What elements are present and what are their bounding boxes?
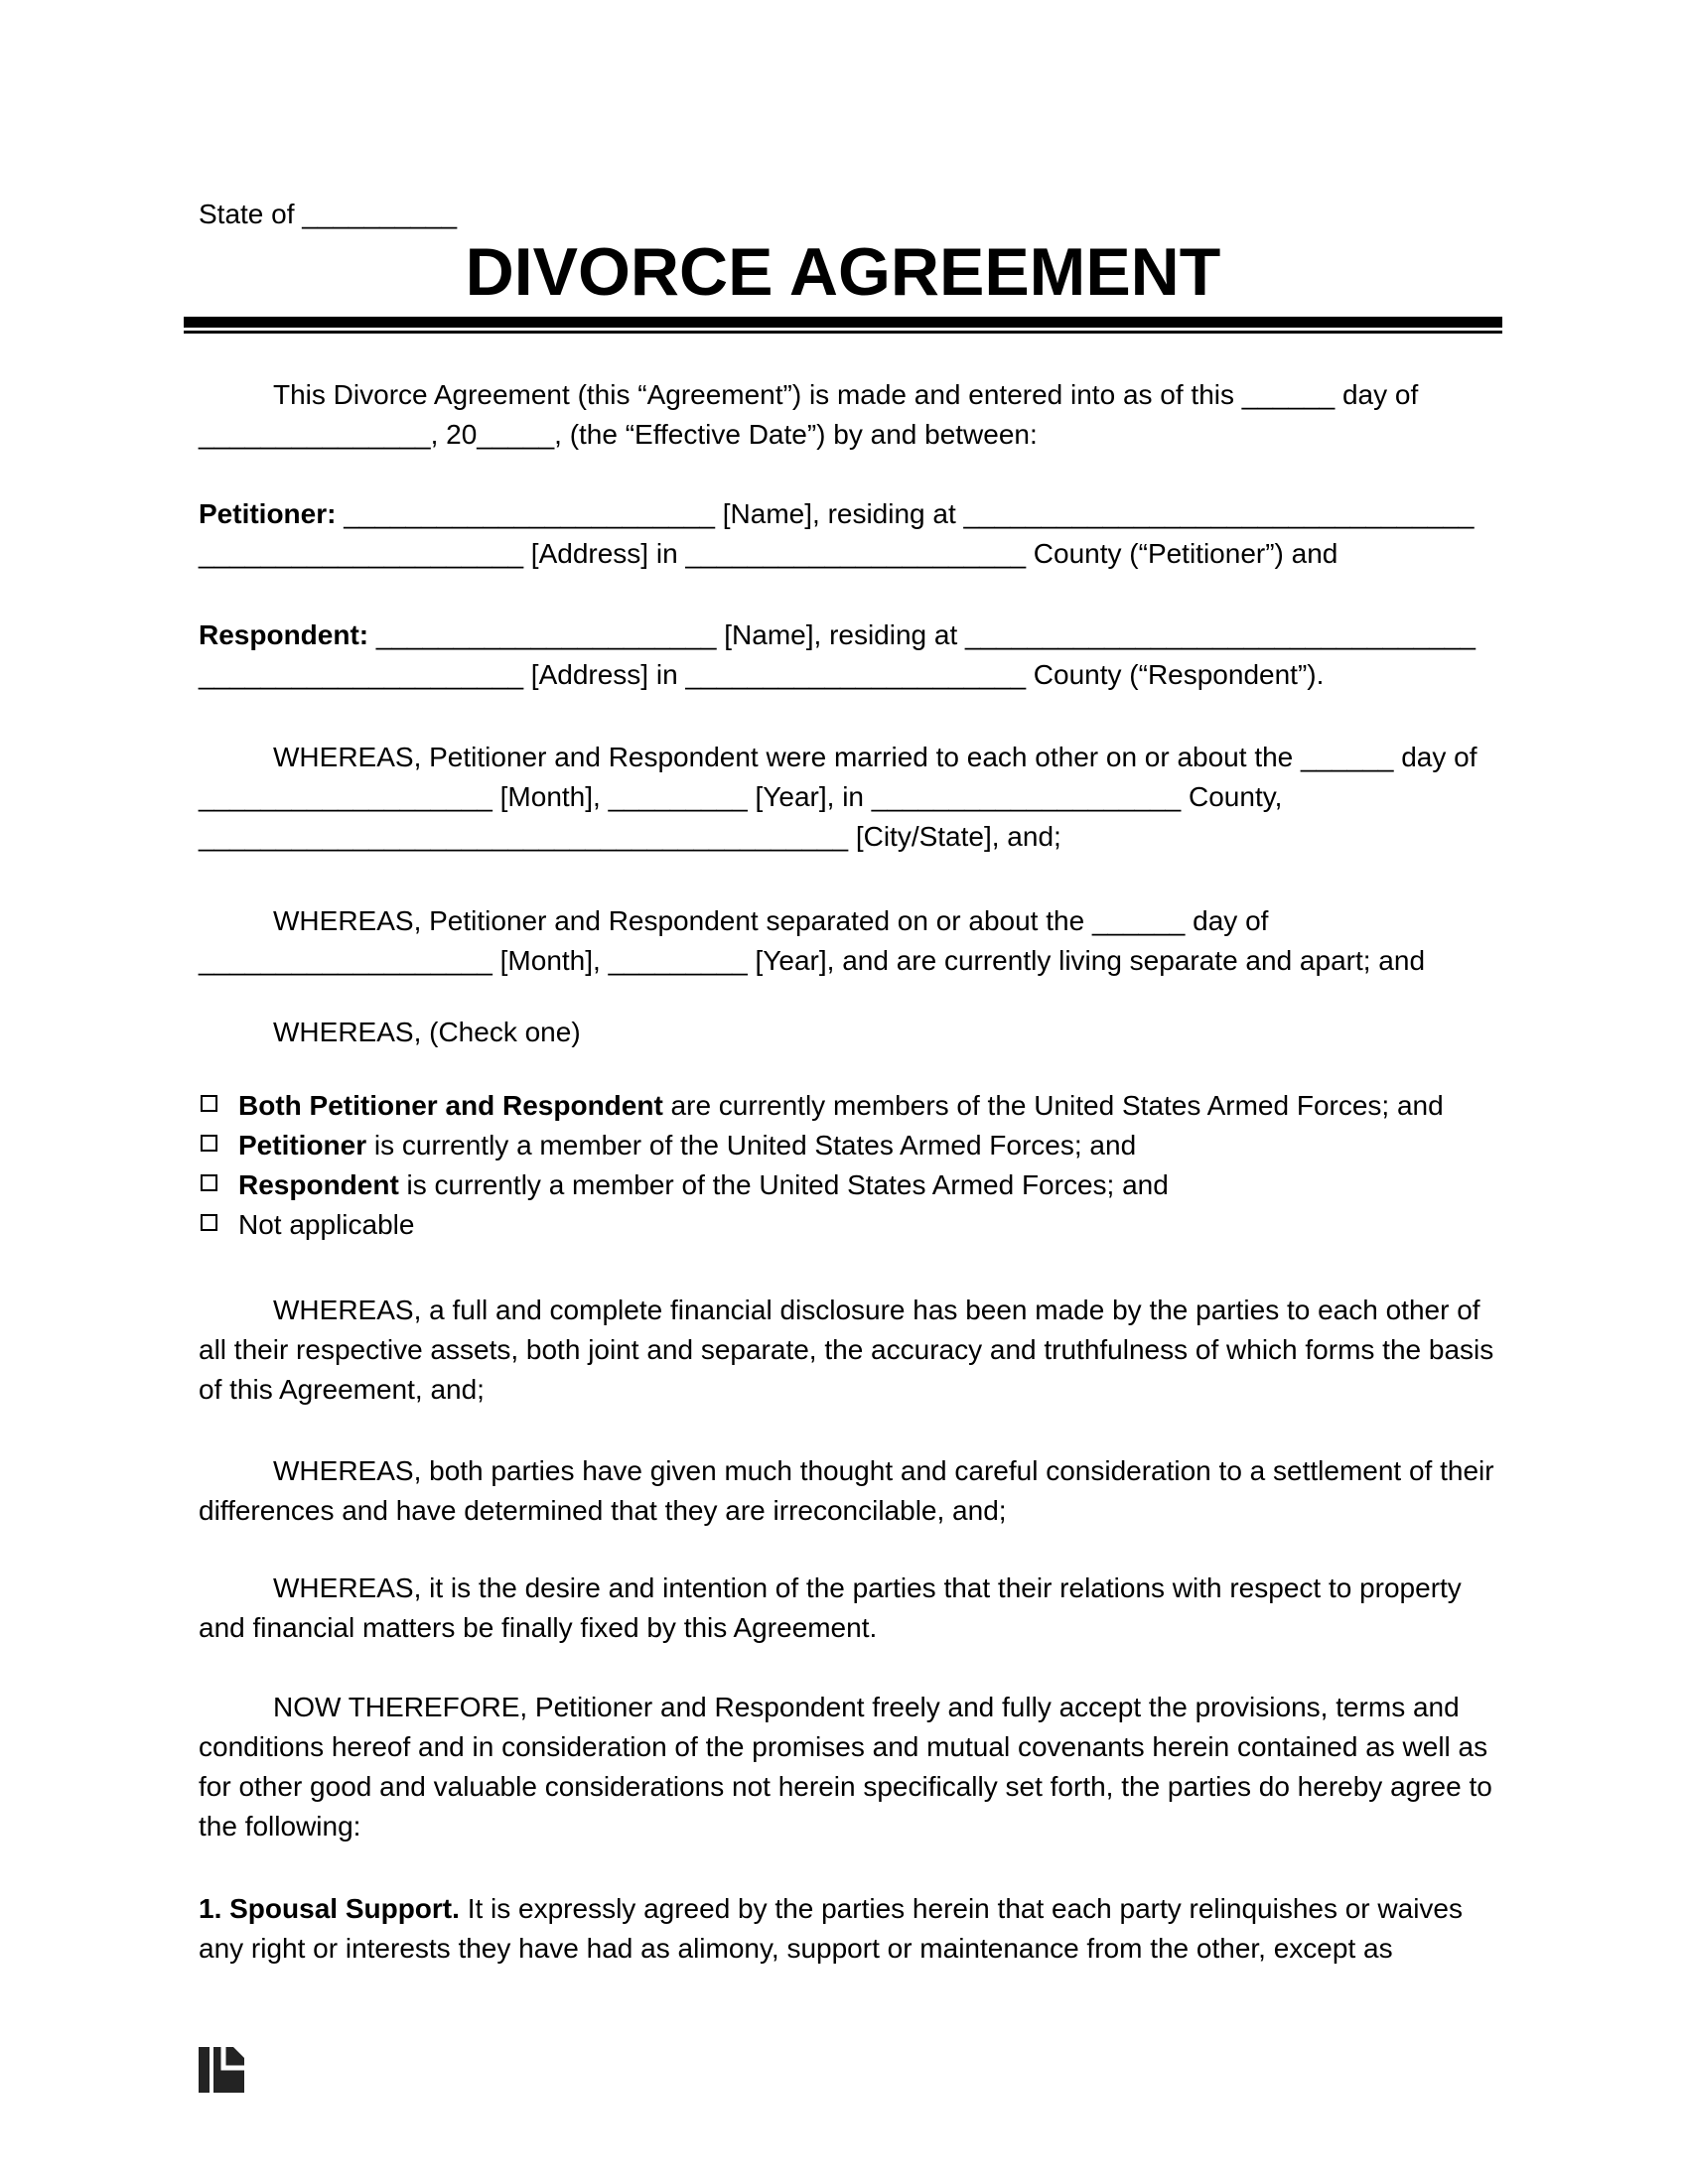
title-divider-thick [184, 317, 1502, 328]
option-label-petitioner-rest: is currently a member of the United States Armed Forces; and [366, 1130, 1137, 1160]
whereas-financial-line-2: all their respective assets, both joint and separate, the accuracy and truthfulness of which forms the basis [199, 1334, 1494, 1365]
respondent-paragraph [199, 615, 1499, 695]
whereas-desire-paragraph [199, 1569, 1499, 1648]
petitioner-line-2: _____________________ [Address] in ______________________ County (“Petitioner”) and [199, 538, 1338, 569]
option-label-petitioner [238, 1126, 1136, 1165]
option-label-not-applicable-rest: Not applicable [238, 1209, 415, 1240]
option-row-both [199, 1086, 1499, 1126]
option-row-respondent [199, 1165, 1499, 1205]
whereas-financial-paragraph [199, 1291, 1499, 1410]
spousal-support-line-1-rest: It is expressly agreed by the parties herein that each party relinquishes or waives [459, 1893, 1463, 1924]
respondent-line-2: _____________________ [Address] in ______________________ County (“Respondent”). [199, 659, 1325, 690]
whereas-married-paragraph [199, 738, 1499, 857]
checkbox-not-applicable[interactable] [201, 1214, 217, 1231]
whereas-married-line-1: WHEREAS, Petitioner and Respondent were married to each other on or about the ______ day of [273, 742, 1477, 772]
whereas-financial-line-3: of this Agreement, and; [199, 1374, 485, 1405]
checkbox-petitioner-member[interactable] [201, 1135, 217, 1152]
whereas-settlement-paragraph [199, 1451, 1499, 1531]
petitioner-line-1 [199, 494, 1499, 534]
now-therefore-paragraph [199, 1688, 1499, 1846]
option-label-not-applicable [238, 1205, 414, 1245]
now-therefore-line-2: conditions hereof and in consideration of the promises and mutual covenants herein contained as well as [199, 1731, 1488, 1762]
check-one-heading-text: WHEREAS, (Check one) [273, 1017, 581, 1047]
respondent-line-1 [199, 615, 1499, 655]
whereas-settlement-line-1: WHEREAS, both parties have given much thought and careful consideration to a settlement of their [273, 1455, 1494, 1486]
whereas-settlement-line-2: differences and have determined that they are irreconcilable, and; [199, 1495, 1007, 1526]
intro-paragraph [199, 375, 1499, 455]
now-therefore-line-3: for other good and valuable considerations not herein specifically set forth, the parties do hereby agree to [199, 1771, 1492, 1802]
option-label-both-bold: Both Petitioner and Respondent [238, 1090, 663, 1121]
option-row-petitioner [199, 1126, 1499, 1165]
option-label-both [238, 1086, 1444, 1126]
option-label-respondent-rest: is currently a member of the United States Armed Forces; and [398, 1169, 1169, 1200]
option-label-respondent-bold: Respondent [238, 1169, 399, 1200]
whereas-desire-line-2: and financial matters be finally fixed by this Agreement. [199, 1612, 878, 1643]
whereas-separated-line-1: WHEREAS, Petitioner and Respondent separated on or about the ______ day of [273, 905, 1269, 936]
option-row-not-applicable [199, 1205, 1499, 1245]
state-of-field: State of __________ [199, 199, 458, 229]
legal-templates-logo-icon [199, 2047, 244, 2093]
respondent-label: Respondent: [199, 619, 369, 650]
title-divider-thin [184, 331, 1502, 334]
petitioner-label: Petitioner: [199, 498, 337, 529]
checkbox-both-members[interactable] [201, 1095, 217, 1112]
spousal-support-line-2: any right or interests they have had as alimony, support or maintenance from the other, except as [199, 1933, 1393, 1964]
option-label-both-rest: are currently members of the United States Armed Forces; and [662, 1090, 1444, 1121]
now-therefore-line-4: the following: [199, 1811, 361, 1842]
whereas-separated-paragraph [199, 901, 1499, 981]
petitioner-paragraph [199, 494, 1499, 574]
page-title: DIVORCE AGREEMENT [465, 234, 1221, 310]
respondent-line-1-text: ______________________ [Name], residing at _________________________________ [368, 619, 1476, 650]
whereas-married-line-2: ___________________ [Month], _________ [Year], in ____________________ County, [199, 781, 1283, 812]
check-one-heading [199, 1013, 1499, 1052]
whereas-separated-line-2: ___________________ [Month], _________ [Year], and are currently living separate and apart; and [199, 945, 1426, 976]
intro-line-1: This Divorce Agreement (this “Agreement”) is made and entered into as of this ______ day of [273, 379, 1419, 410]
checkbox-respondent-member[interactable] [201, 1174, 217, 1191]
option-label-respondent [238, 1165, 1169, 1205]
whereas-financial-line-1: WHEREAS, a full and complete financial disclosure has been made by the parties to each other of [273, 1295, 1480, 1325]
spousal-support-line-1 [199, 1889, 1499, 1929]
legal-templates-logo-svg [199, 2047, 244, 2093]
now-therefore-line-1: NOW THEREFORE, Petitioner and Respondent freely and fully accept the provisions, terms and [273, 1692, 1460, 1722]
intro-line-2: _______________, 20_____, (the “Effective Date”) by and between: [199, 419, 1038, 450]
option-label-petitioner-bold: Petitioner [238, 1130, 367, 1160]
spousal-support-heading: 1. Spousal Support. [199, 1893, 460, 1924]
armed-forces-options [199, 1086, 1499, 1245]
petitioner-line-1-text: ________________________ [Name], residing at _________________________________ [336, 498, 1475, 529]
whereas-desire-line-1: WHEREAS, it is the desire and intention of the parties that their relations with respect to property [273, 1572, 1462, 1603]
spousal-support-paragraph [199, 1889, 1499, 1969]
whereas-married-line-3: __________________________________________ [City/State], and; [199, 821, 1061, 852]
